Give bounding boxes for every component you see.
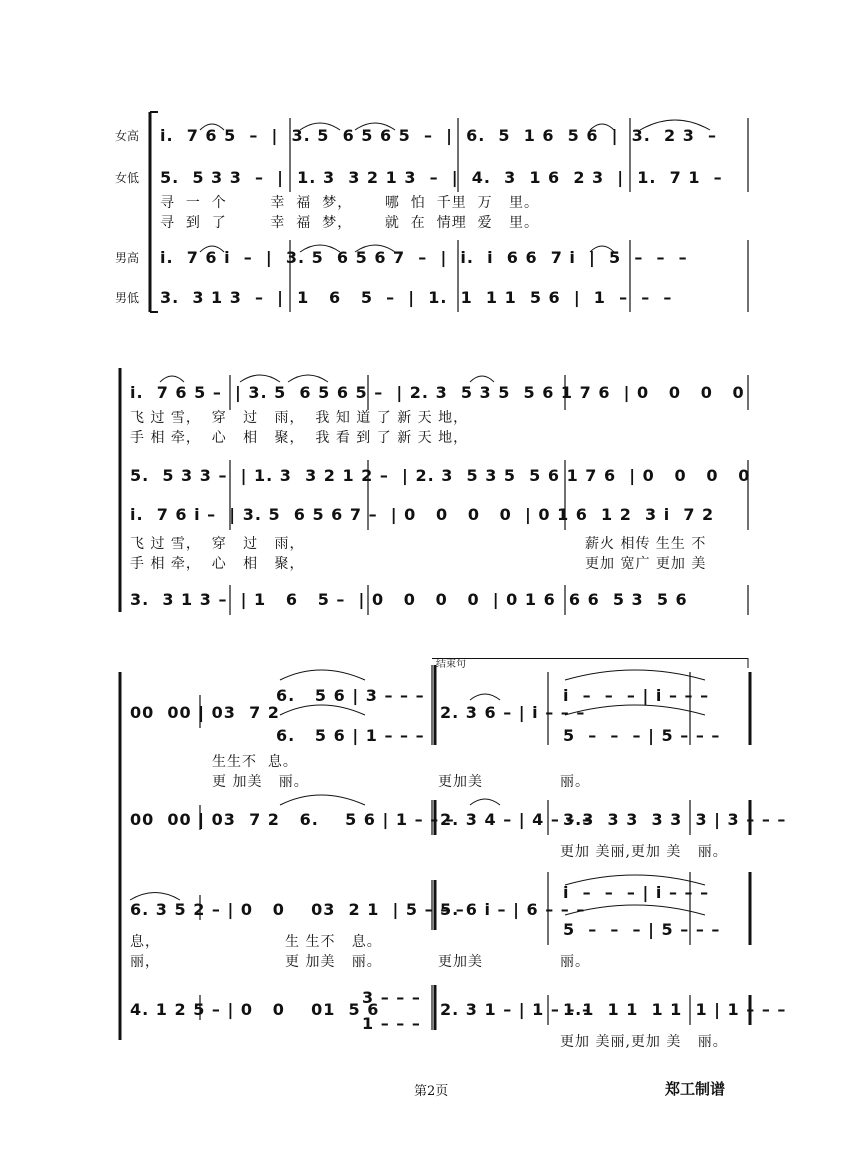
- s3-r1-end-upper: i – – – | i – – –: [563, 686, 710, 705]
- lyrics-verse2: 寻 到 了 幸 福 梦， 就 在 情理 爱 里。: [160, 215, 539, 231]
- s2-lyrics-upper-2: 手 相 牵， 心 相 聚， 我 看 到 了 新 天 地，: [130, 430, 469, 446]
- s2-lyrics-lower-1: 飞 过 雪， 穿 过 雨，: [130, 536, 305, 552]
- s3-r4-tail: 1.1 1 1 1 1 1 | 1 – – –: [563, 1000, 787, 1019]
- s3-lyric-a1: 生生不 息。: [212, 754, 298, 770]
- s3-r1-end-lower: 5 – – – | 5 – – –: [563, 726, 721, 745]
- part-label-tenor: 男高: [115, 251, 140, 265]
- s2-lyrics-right-2: 更加 宽广 更加 美: [585, 556, 707, 572]
- s3-lyric-c2: 丽，: [130, 954, 160, 970]
- s3-r3-coda: 5. 6 i – | 6 – – –: [440, 900, 586, 919]
- part-label-soprano: 女高: [115, 129, 140, 143]
- ending-label: 结束句: [436, 659, 466, 670]
- s3-lyric-c6: 丽。: [560, 954, 590, 970]
- s3-r2-coda: 2. 3 4 – | 4 – – –: [440, 810, 592, 829]
- s2-lyrics-lower-2: 手 相 牵， 心 相 聚，: [130, 556, 305, 572]
- page-number: 第2页: [414, 1084, 449, 1099]
- s3-r4-upper: 3 – – –: [362, 988, 421, 1007]
- s3-lyric-c4: 更 加美 丽。: [285, 954, 382, 970]
- engraver-credit: 郑工制谱: [665, 1080, 726, 1098]
- s3-lyric-a2: 更 加美 丽。: [212, 774, 309, 790]
- s3-lyric-c1: 息，: [130, 934, 160, 950]
- notes-alto: 5. 5 3 3 – | 1. 3 3 2 1 3 – | 4. 3 1 6 2 3 | 1. 7 1 –: [160, 168, 723, 187]
- s3-lyric-d1: 更加 美丽,更加 美 丽。: [560, 1034, 728, 1050]
- s3-r3-end-lower: 5 – – – | 5 – – –: [563, 920, 721, 939]
- s3-lyric-a3: 更加美: [438, 774, 483, 790]
- s3-r4-lower: 1 – – –: [362, 1014, 421, 1033]
- s2-lyrics-upper-1: 飞 过 雪， 穿 过 雨， 我 知 道 了 新 天 地，: [130, 410, 469, 426]
- s2-notes-tenor: i. 7 6 i – | 3. 5 6 5 6 7 – | 0 0 0 0 | 0 1 6 1 2 3 i 7 2: [130, 505, 715, 524]
- s3-r3-end-upper: i – – – | i – – –: [563, 883, 710, 902]
- part-label-alto: 女低: [115, 171, 140, 185]
- s2-lyrics-right-1: 薪火 相传 生生 不: [585, 536, 707, 552]
- s3-r1-coda: 2. 3 6 – | i – – –: [440, 703, 586, 722]
- s3-r2-tail: 3.3 3 3 3 3 3 | 3 – – –: [563, 810, 787, 829]
- notes-tenor: i. 7 6 i – | 3. 5 6 5 6 7 – | i. i 6 6 7 i | 5 – – –: [160, 248, 688, 267]
- s3-lyric-a4: 丽。: [560, 774, 590, 790]
- s3-r4-coda: 2. 3 1 – | 1 – – –: [440, 1000, 592, 1019]
- s3-r1-upper: 6. 5 6 | 3 – – –: [276, 686, 425, 705]
- s3-r1-notes: 00 00 | 03 7 2: [130, 703, 280, 722]
- lyrics-verse1: 寻 一 个 幸 福 梦， 哪 怕 千里 万 里。: [160, 195, 539, 211]
- s3-lyric-b1: 更加 美丽,更加 美 丽。: [560, 844, 728, 860]
- notes-bass: 3. 3 1 3 – | 1 6 5 – | 1. 1 1 1 5 6 | 1 – – –: [160, 288, 673, 307]
- part-label-bass: 男低: [115, 291, 140, 305]
- s3-r2-notes: 00 00 | 03 7 2 6. 5 6 | 1 – – –: [130, 810, 455, 829]
- s3-r3-notes: 6. 3 5 2 – | 0 0 03 2 1 | 5 – – –: [130, 900, 465, 919]
- s3-lyric-c5: 更加美: [438, 954, 483, 970]
- notes-soprano: i. 7 6 5 – | 3. 5 6 5 6 5 – | 6. 5 1 6 5 6 | 3. 2 3 –: [160, 126, 717, 145]
- s3-r4-notes: 4. 1 2 5 – | 0 0 01 5 6: [130, 1000, 380, 1019]
- s2-notes-alto: 5. 5 3 3 – | 1. 3 3 2 1 2 – | 2. 3 5 3 5 5 6 1 7 6 | 0 0 0 0: [130, 466, 751, 485]
- s2-notes-upper: i. 7 6 5 – | 3. 5 6 5 6 5 – | 2. 3 5 3 5 5 6 1 7 6 | 0 0 0 0: [130, 383, 745, 402]
- s2-notes-bass: 3. 3 1 3 – | 1 6 5 – | 0 0 0 0 | 0 1 6 6 6 5 3 5 6: [130, 590, 688, 609]
- s3-lyric-c3: 生 生不 息。: [285, 934, 382, 950]
- s3-r1-lower: 6. 5 6 | 1 – – –: [276, 726, 425, 745]
